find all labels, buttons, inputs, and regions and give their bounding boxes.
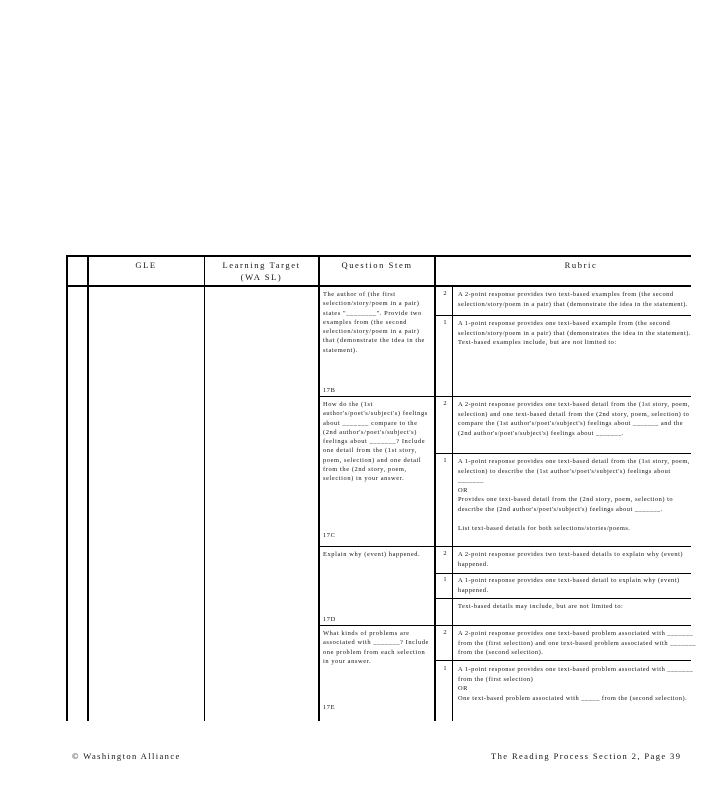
score-points: 2 xyxy=(443,400,447,407)
rubric-table xyxy=(66,255,699,721)
header-gle: GLE xyxy=(135,260,157,270)
header-rubric: Rubric xyxy=(564,260,598,270)
question-stem: How do the (1st author's/poet's/subject's) feelings about _______ compare to the (2nd author's/poet's/subject's) feelings about _______? Include one detail from the (1st story, poem, selection) and one detail from the (2nd story, poem, selection) in your answer. xyxy=(323,401,431,483)
rubric-subrow-divider xyxy=(434,453,691,454)
points-column-divider xyxy=(452,286,453,721)
item-code: 17D xyxy=(323,616,336,623)
question-stem: The author of (the first selection/story/poem in a pair) states "________". Provide two examples from (the second selection/story/poem in a pair) that (demonstrate the idea in the statement). xyxy=(323,291,428,354)
rubric-text: A 1-point response provides one text-based problem associated with _______ from the (first selection) OR One text-based problem associated with _____ from the (second selection). xyxy=(458,666,694,702)
score-points: 1 xyxy=(443,319,447,326)
rubric-subrow-divider xyxy=(434,315,691,316)
rubric-subrow-divider xyxy=(434,573,691,574)
column-divider xyxy=(204,255,205,721)
header-question-stem: Question Stem xyxy=(341,260,413,270)
row-divider xyxy=(318,625,691,626)
rubric-text: Text-based details may include, but are not limited to: xyxy=(458,603,624,610)
rubric-text: A 2-point response provides one text-based problem associated with _______ from the (first selection) and one text-based problem associated with _______ from the (second selection). xyxy=(458,630,699,656)
rubric-text: A 1-point response provides one text-based detail from the (1st story, poem, selection) to describe the (1st author's/poet's/subject's) feelings about _______ OR Provides one text-based detail from the (2nd story, poem, selection) to describe the (2nd author's/poet's/subject's) feelings about _______. List text-based details for both selections/stories/poems. xyxy=(458,458,690,532)
rubric-text: A 1-point response provides one text-based detail to explain why (event) happened. xyxy=(458,577,682,594)
column-divider xyxy=(434,255,436,721)
score-points: 2 xyxy=(443,290,447,297)
header-learning-target: Learning Target (WA SL) xyxy=(222,260,301,282)
rubric-text: A 2-point response provides one text-based detail from the (1st story, poem, selection) and one text-based detail from the (2nd story, poem, selection) to compare the (1st author's/poet's/subject's) feelings about _______ and the (2nd author's/poet's/subject's) feelings about _______. xyxy=(458,401,693,437)
question-stem: Explain why (event) happened. xyxy=(323,551,421,558)
rubric-text: A 2-point response provides two text-based examples from (the second selection/story/poem in a pair) that (demonstrate the idea in the statement). xyxy=(458,291,688,308)
table-border-left xyxy=(66,255,68,721)
footer-page-number: The Reading Process Section 2, Page 39 xyxy=(491,751,682,761)
score-points: 1 xyxy=(443,457,447,464)
question-stem: What kinds of problems are associated with _______? Include one problem from each selection in your answer. xyxy=(323,630,432,665)
row-divider xyxy=(318,396,691,397)
column-divider xyxy=(318,255,320,721)
item-code: 17E xyxy=(323,704,336,711)
rubric-text: A 2-point response provides two text-based details to explain why (event) happened. xyxy=(458,551,686,568)
score-points: 2 xyxy=(443,629,447,636)
rubric-subrow-divider xyxy=(434,660,691,661)
score-points: 1 xyxy=(443,576,447,583)
item-code: 17C xyxy=(323,532,336,539)
rubric-subrow-divider xyxy=(434,598,691,599)
score-points: 2 xyxy=(443,550,447,557)
row-divider xyxy=(318,546,691,547)
rubric-text: A 1-point response provides one text-based example from (the second selection/story/poem in a pair) that (demonstrates the idea in the statement). Text-based examples include, but are not limited to: xyxy=(458,320,691,346)
footer-copyright: © Washington Alliance xyxy=(72,751,181,761)
score-points: 1 xyxy=(443,665,447,672)
column-divider xyxy=(87,255,89,721)
item-code: 17B xyxy=(323,387,336,394)
